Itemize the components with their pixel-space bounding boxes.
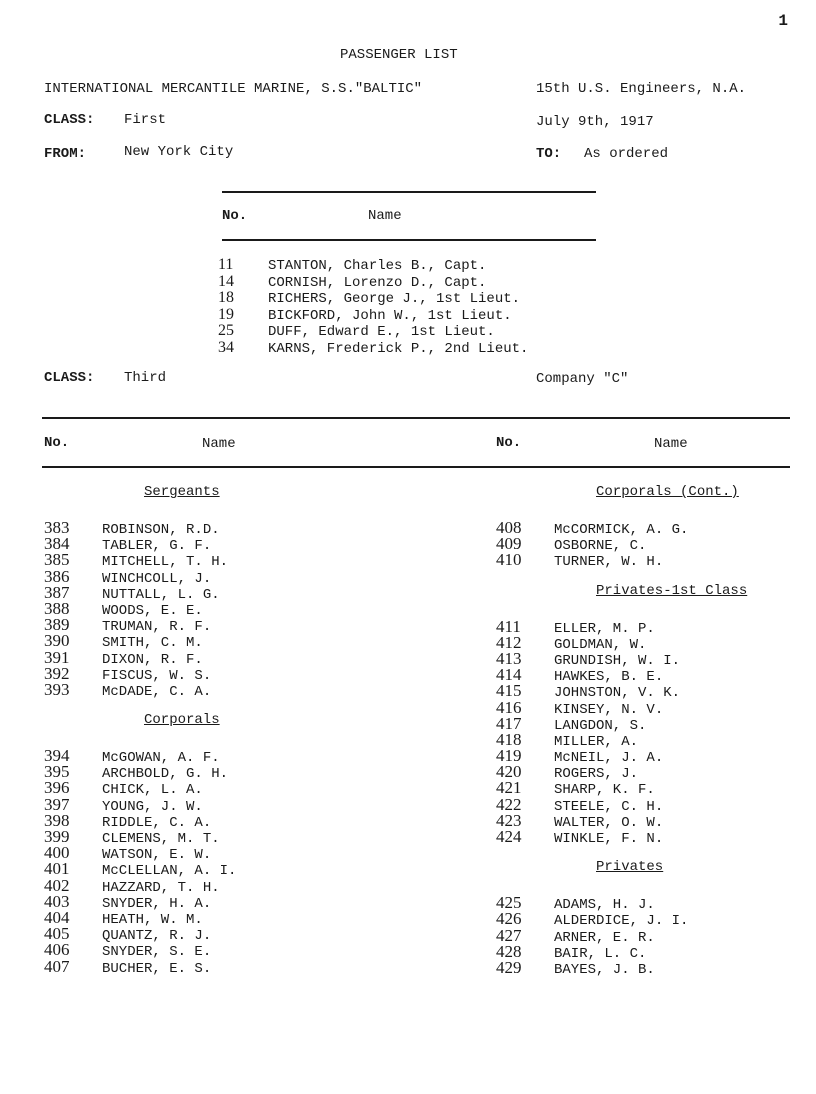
passenger-row xyxy=(44,534,236,555)
passenger-number: 18 xyxy=(218,289,234,306)
passenger-name: TABLER, G. F. xyxy=(102,538,212,555)
section-heading: Privates xyxy=(596,859,664,876)
passenger-row xyxy=(496,632,747,653)
passenger-row xyxy=(496,729,747,750)
passenger-number: 385 xyxy=(44,550,70,570)
passenger-row xyxy=(44,598,236,619)
passenger-number: 418 xyxy=(496,729,522,749)
passenger-name: HAWKES, B. E. xyxy=(554,669,664,686)
passenger-row xyxy=(496,648,747,669)
passenger-name: JOHNSTON, V. K. xyxy=(554,685,681,702)
passenger-name: RICHERS, George J., 1st Lieut. xyxy=(268,291,521,307)
passenger-name: BUCHER, E. S. xyxy=(102,960,212,977)
passenger-number: 401 xyxy=(44,859,70,879)
page-number: 1 xyxy=(778,12,788,30)
passenger-name: ADAMS, H. J. xyxy=(554,897,655,914)
passenger-name: GOLDMAN, W. xyxy=(554,636,647,653)
passenger-row xyxy=(496,778,747,799)
passenger-name: ALDERDICE, J. I. xyxy=(554,913,689,930)
passenger-row xyxy=(44,891,236,912)
passenger-name: ROGERS, J. xyxy=(554,766,639,783)
passenger-row xyxy=(496,520,747,536)
passenger-number: 425 xyxy=(496,893,522,913)
passenger-number: 429 xyxy=(496,957,522,977)
passenger-name: BAYES, J. B. xyxy=(554,961,655,978)
passenger-name: DUFF, Edward E., 1st Lieut. xyxy=(268,324,495,340)
passenger-name: SMITH, C. M. xyxy=(102,635,203,652)
passenger-name: LANGDON, S. xyxy=(554,717,647,734)
passenger-number: 402 xyxy=(44,875,70,895)
section-gap xyxy=(496,845,747,859)
passenger-row xyxy=(44,679,236,700)
passenger-number: 399 xyxy=(44,827,70,846)
passenger-name: TURNER, W. H. xyxy=(554,554,664,571)
passenger-row xyxy=(496,810,747,831)
passenger-number: 398 xyxy=(44,810,70,830)
first-name-header: Name xyxy=(368,208,402,224)
passenger-number: 390 xyxy=(44,631,70,651)
section-gap xyxy=(496,569,747,583)
passenger-name: HEATH, W. M. xyxy=(102,911,203,928)
third-name-header-right: Name xyxy=(654,436,688,452)
passenger-row xyxy=(44,956,236,977)
passenger-row xyxy=(496,957,747,978)
passenger-row xyxy=(218,290,528,307)
passenger-row xyxy=(44,843,236,864)
passenger-row xyxy=(44,940,236,961)
passenger-name: MITCHELL, T. H. xyxy=(102,554,229,571)
rule-first-top xyxy=(222,191,596,193)
first-class-list xyxy=(218,257,528,356)
passenger-name: MILLER, A. xyxy=(554,733,639,750)
from-label: FROM: xyxy=(44,146,87,162)
passenger-number: 415 xyxy=(496,681,522,701)
passenger-number: 396 xyxy=(44,778,70,798)
class-third-value: Third xyxy=(124,370,167,386)
section-heading: Privates-1st Class xyxy=(596,582,748,599)
shipping-line: INTERNATIONAL MERCANTILE MARINE, S.S."BALTIC" xyxy=(44,81,423,97)
section-gap xyxy=(44,698,236,712)
passenger-number: 397 xyxy=(44,794,70,814)
passenger-name: WINKLE, F. N. xyxy=(554,831,664,847)
passenger-name: McCORMICK, A. G. xyxy=(554,522,689,538)
passenger-number: 19 xyxy=(218,305,234,323)
passenger-name: SNYDER, S. E. xyxy=(102,944,212,961)
passenger-number: 383 xyxy=(44,518,70,537)
passenger-name: McDADE, C. A. xyxy=(102,683,212,700)
passenger-number: 427 xyxy=(496,925,522,945)
passenger-number: 403 xyxy=(44,891,70,911)
passenger-row xyxy=(44,520,236,536)
passenger-name: WINCHCOLL, J. xyxy=(102,570,212,587)
passenger-row xyxy=(44,615,236,636)
passenger-name: STEELE, C. H. xyxy=(554,798,664,815)
passenger-number: 400 xyxy=(44,843,70,863)
passenger-number: 412 xyxy=(496,632,522,652)
passenger-number: 423 xyxy=(496,810,522,830)
third-no-header-left: No. xyxy=(44,435,70,451)
passenger-number: 407 xyxy=(44,956,70,976)
company-label: Company "C" xyxy=(536,371,629,387)
passenger-number: 34 xyxy=(218,338,234,356)
passenger-name: WATSON, E. W. xyxy=(102,847,212,864)
passenger-number: 389 xyxy=(44,615,70,635)
passenger-row xyxy=(496,794,747,815)
passenger-number: 419 xyxy=(496,746,522,766)
passenger-name: ROBINSON, R.D. xyxy=(102,522,220,538)
from-value: New York City xyxy=(124,144,234,160)
class-first-label: CLASS: xyxy=(44,112,95,128)
passenger-number: 393 xyxy=(44,679,70,699)
passenger-number: 421 xyxy=(496,778,522,798)
passenger-row xyxy=(44,566,236,587)
third-class-right-column xyxy=(496,484,747,976)
passenger-row xyxy=(44,550,236,571)
passenger-row xyxy=(44,631,236,652)
passenger-row xyxy=(218,257,528,274)
passenger-row xyxy=(496,713,747,734)
passenger-name: GRUNDISH, W. I. xyxy=(554,652,681,669)
passenger-row xyxy=(496,665,747,686)
third-class-left-column xyxy=(44,484,236,975)
passenger-name: HAZZARD, T. H. xyxy=(102,879,220,896)
passenger-number: 420 xyxy=(496,762,522,782)
passenger-number: 417 xyxy=(496,713,522,733)
passenger-number: 410 xyxy=(496,550,522,570)
passenger-row xyxy=(496,909,747,930)
passenger-row xyxy=(496,681,747,702)
passenger-number: 422 xyxy=(496,794,522,814)
to-value: As ordered xyxy=(584,146,669,162)
third-name-header-left: Name xyxy=(202,436,236,452)
passenger-name: KINSEY, N. V. xyxy=(554,701,664,718)
passenger-number: 404 xyxy=(44,907,70,927)
passenger-name: BAIR, L. C. xyxy=(554,945,647,962)
passenger-name: STANTON, Charles B., Capt. xyxy=(268,258,487,274)
passenger-name: DIXON, R. F. xyxy=(102,651,203,668)
passenger-number: 11 xyxy=(218,256,234,273)
passenger-name: CHICK, L. A. xyxy=(102,782,203,799)
passenger-number: 416 xyxy=(496,697,522,717)
passenger-number: 413 xyxy=(496,648,522,668)
passenger-number: 391 xyxy=(44,647,70,667)
passenger-number: 408 xyxy=(496,518,522,537)
passenger-row xyxy=(496,550,747,571)
passenger-name: ARCHBOLD, G. H. xyxy=(102,766,229,783)
passenger-name: TRUMAN, R. F. xyxy=(102,619,212,636)
passenger-number: 14 xyxy=(218,272,234,290)
passenger-name: CORNISH, Lorenzo D., Capt. xyxy=(268,274,487,291)
passenger-name: McGOWAN, A. F. xyxy=(102,750,220,767)
passenger-number: 394 xyxy=(44,746,70,766)
passenger-name: ELLER, M. P. xyxy=(554,620,655,637)
passenger-name: SNYDER, H. A. xyxy=(102,895,212,912)
passenger-name: WALTER, O. W. xyxy=(554,814,664,831)
passenger-row xyxy=(44,829,236,845)
passenger-name: KARNS, Frederick P., 2nd Lieut. xyxy=(268,340,529,357)
passenger-row xyxy=(44,924,236,945)
passenger-name: SHARP, K. F. xyxy=(554,782,655,799)
passenger-row xyxy=(44,875,236,896)
passenger-name: YOUNG, J. W. xyxy=(102,798,203,815)
section-heading: Corporals (Cont.) xyxy=(596,484,739,500)
passenger-name: QUANTZ, R. J. xyxy=(102,928,212,945)
passenger-number: 387 xyxy=(44,582,70,602)
passenger-row xyxy=(218,340,528,357)
passenger-number: 25 xyxy=(218,322,234,339)
passenger-row xyxy=(218,274,528,291)
passenger-row xyxy=(44,810,236,831)
class-first-value: First xyxy=(124,112,167,128)
to-label: TO: xyxy=(536,146,562,162)
passenger-name: OSBORNE, C. xyxy=(554,538,647,555)
passenger-row xyxy=(218,323,528,340)
passenger-number: 395 xyxy=(44,762,70,782)
passenger-row xyxy=(496,616,747,637)
passenger-row xyxy=(44,746,236,767)
passenger-name: WOODS, E. E. xyxy=(102,602,203,619)
passenger-number: 414 xyxy=(496,665,522,685)
passenger-name: ARNER, E. R. xyxy=(554,929,655,946)
rule-third-bottom xyxy=(42,466,790,468)
passenger-row xyxy=(44,762,236,783)
section-heading: Corporals xyxy=(144,712,220,729)
passenger-row xyxy=(218,307,528,324)
passenger-number: 405 xyxy=(44,924,70,944)
passenger-number: 409 xyxy=(496,534,522,554)
first-no-header: No. xyxy=(222,208,248,224)
passenger-row xyxy=(44,663,236,684)
passenger-name: CLEMENS, M. T. xyxy=(102,831,220,847)
passenger-row xyxy=(496,893,747,914)
unit-name: 15th U.S. Engineers, N.A. xyxy=(536,81,747,97)
passenger-row xyxy=(44,794,236,815)
passenger-number: 384 xyxy=(44,534,70,554)
passenger-number: 428 xyxy=(496,941,522,961)
passenger-name: NUTTALL, L. G. xyxy=(102,586,220,603)
passenger-number: 386 xyxy=(44,566,70,586)
rule-third-top xyxy=(42,417,790,419)
passenger-row xyxy=(44,778,236,799)
passenger-row xyxy=(44,907,236,928)
passenger-name: BICKFORD, John W., 1st Lieut. xyxy=(268,307,512,324)
third-no-header-right: No. xyxy=(496,435,522,451)
passenger-row xyxy=(44,647,236,668)
section-heading: Sergeants xyxy=(144,484,220,500)
class-third-label: CLASS: xyxy=(44,370,95,386)
sailing-date: July 9th, 1917 xyxy=(536,114,654,130)
passenger-row xyxy=(496,534,747,555)
passenger-row xyxy=(496,697,747,718)
passenger-number: 406 xyxy=(44,940,70,960)
passenger-row xyxy=(496,762,747,783)
passenger-number: 388 xyxy=(44,598,70,618)
passenger-row xyxy=(496,829,747,845)
passenger-row xyxy=(44,859,237,880)
passenger-name: McCLELLAN, A. I. xyxy=(102,863,237,880)
document-title: PASSENGER LIST xyxy=(340,47,458,63)
passenger-number: 424 xyxy=(496,827,522,846)
passenger-row xyxy=(496,941,747,962)
passenger-number: 426 xyxy=(496,909,522,929)
passenger-number: 392 xyxy=(44,663,70,683)
passenger-number: 411 xyxy=(496,616,521,636)
passenger-row xyxy=(496,925,747,946)
passenger-row xyxy=(496,746,747,767)
passenger-name: FISCUS, W. S. xyxy=(102,667,212,684)
rule-first-bottom xyxy=(222,239,596,241)
passenger-row xyxy=(44,582,236,603)
passenger-name: RIDDLE, C. A. xyxy=(102,814,212,831)
passenger-name: McNEIL, J. A. xyxy=(554,750,664,767)
